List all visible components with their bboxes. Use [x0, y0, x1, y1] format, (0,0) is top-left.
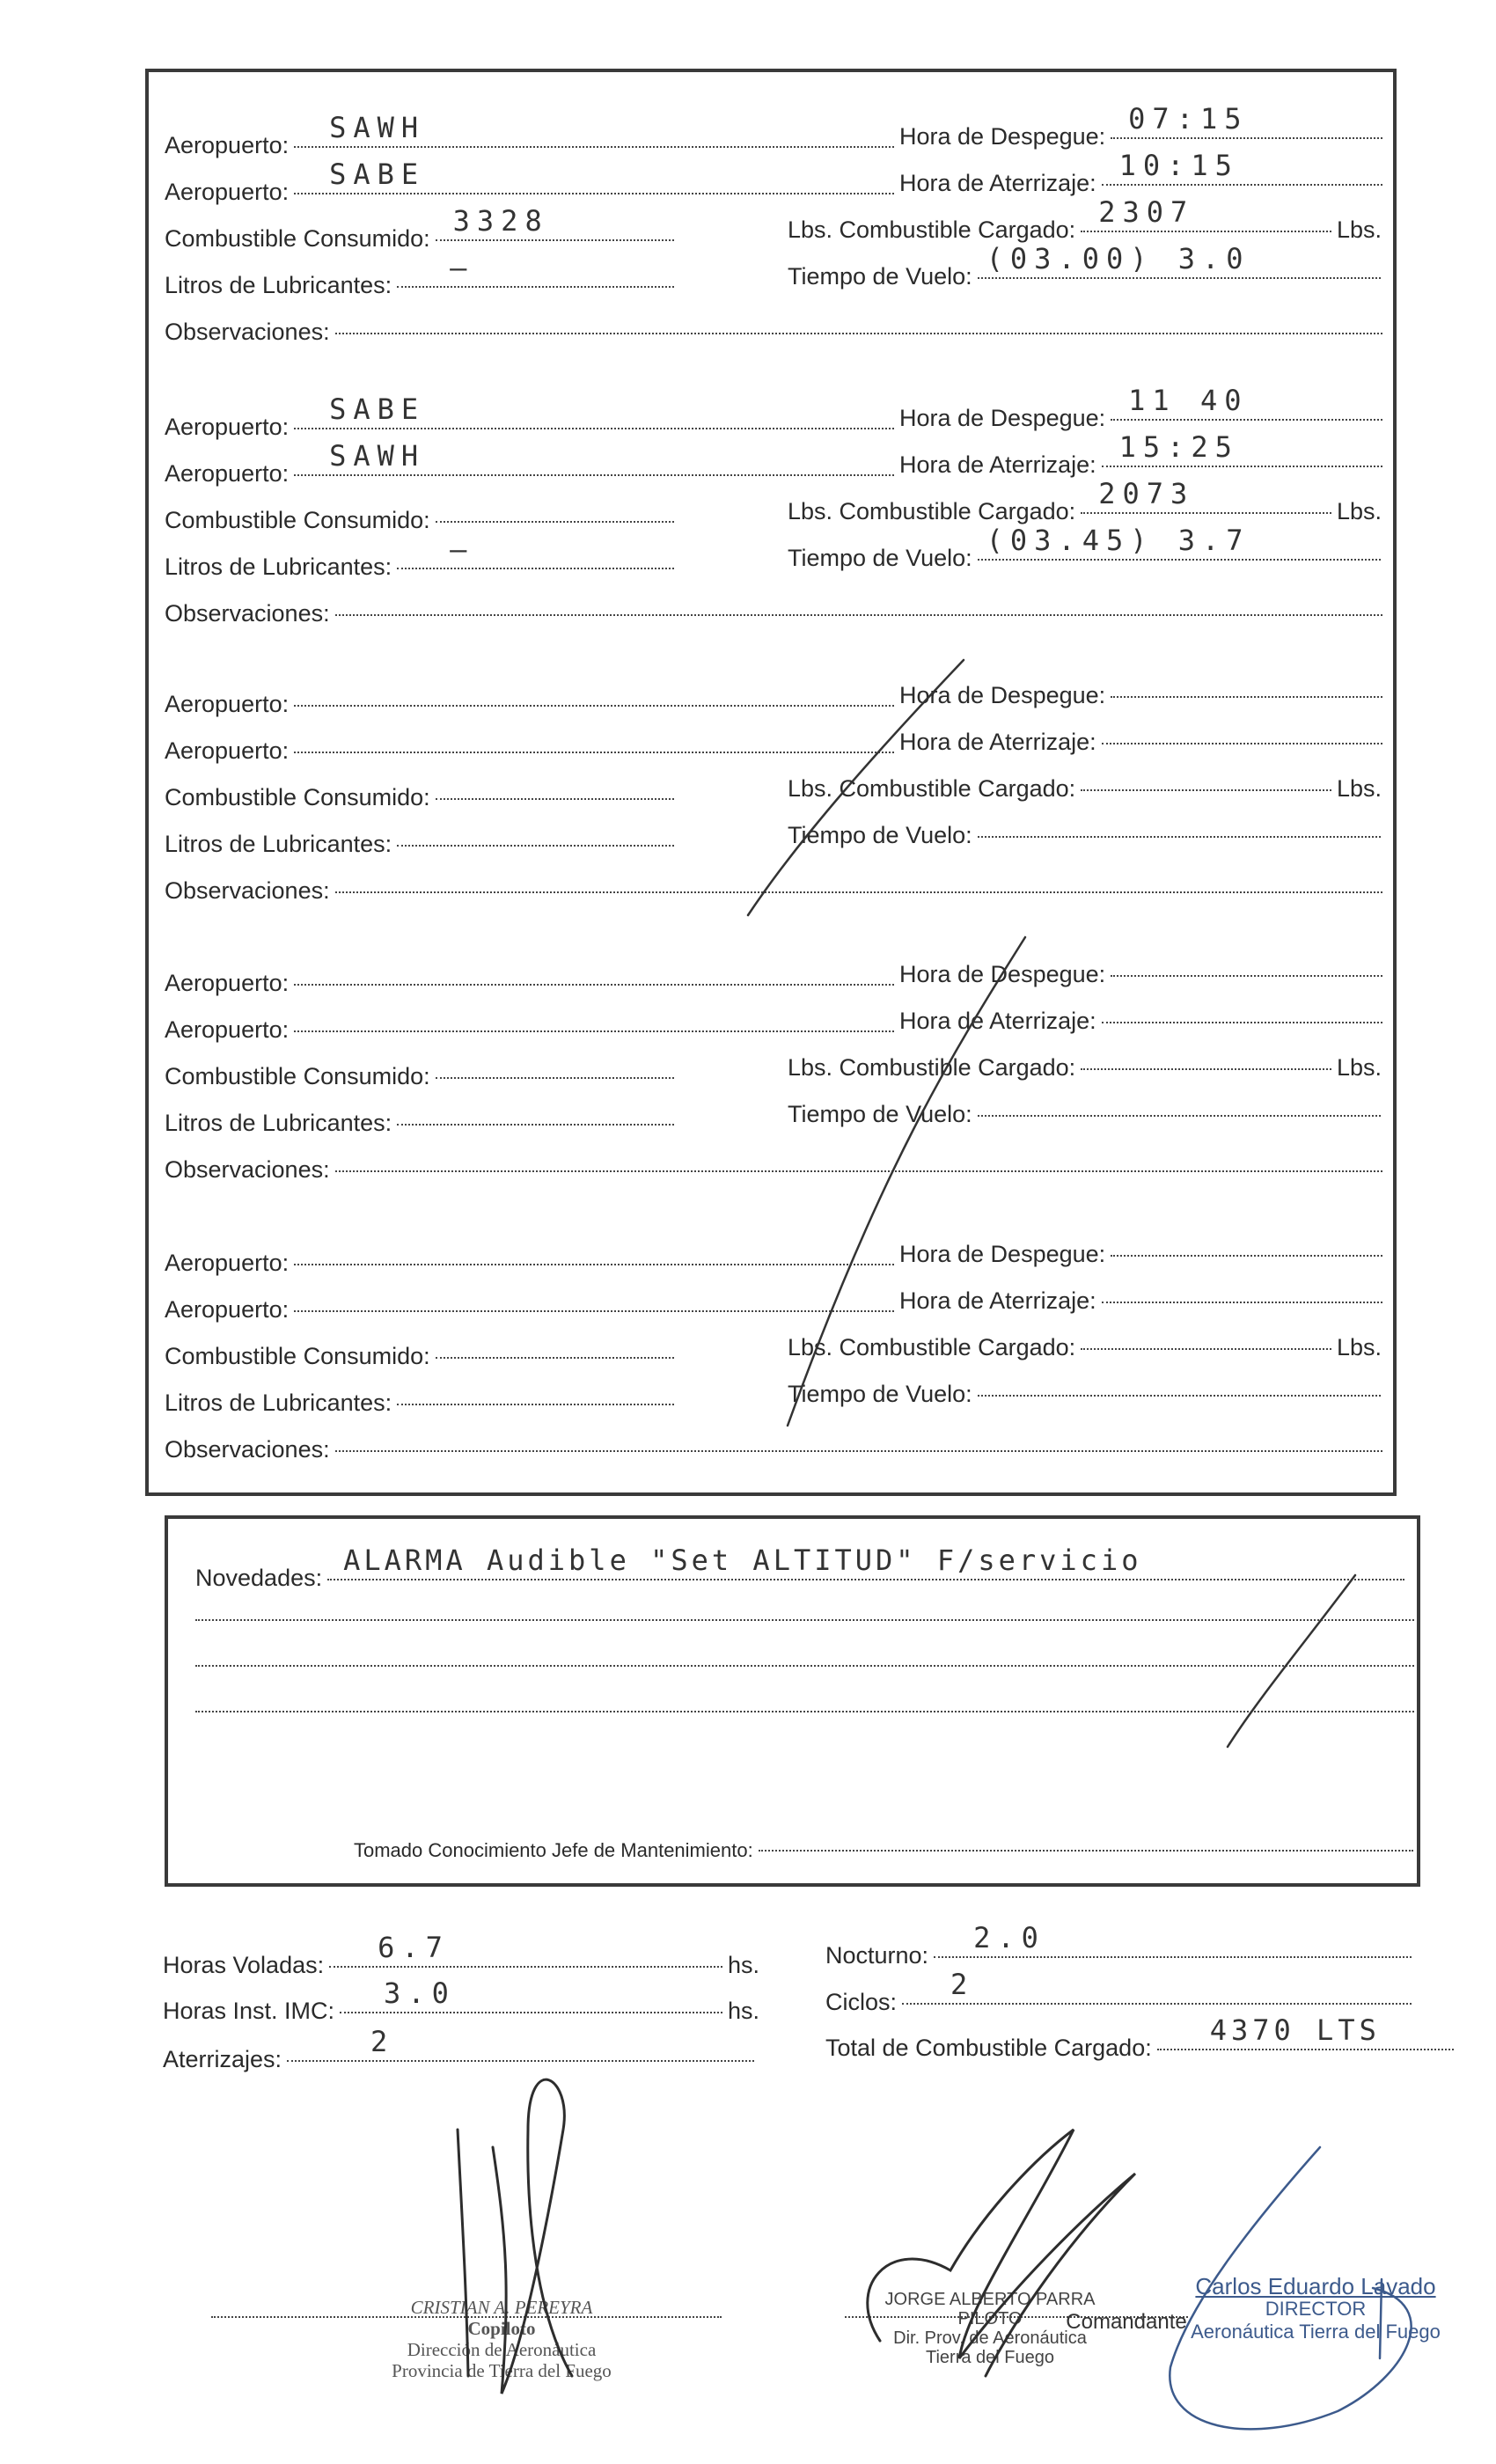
hora-despegue-row [899, 384, 1388, 432]
aeropuerto-llegada-field[interactable] [294, 158, 894, 194]
aeropuerto-label: Aeropuerto: [165, 970, 290, 996]
lbs-unit: Lbs. [1336, 1334, 1382, 1360]
observaciones-row [165, 319, 1388, 346]
nocturno-label: Nocturno: [825, 1942, 929, 1969]
observaciones-field[interactable] [335, 891, 1382, 893]
director-name: Carlos Eduardo Lavado [1195, 2273, 1436, 2299]
aeropuerto-label: Aeropuerto: [165, 1250, 290, 1276]
aeropuerto-llegada-row [165, 158, 899, 206]
aeropuerto-salida-row [165, 392, 899, 441]
observaciones-label: Observaciones: [165, 600, 330, 627]
copilot-role: Copiloto [467, 2318, 536, 2339]
litros-lubricantes-row [165, 1390, 679, 1417]
horas-imc-label: Horas Inst. IMC: [163, 1998, 335, 2024]
observaciones-row [165, 600, 1388, 627]
horas-voladas-label: Horas Voladas: [163, 1952, 325, 1978]
observaciones-label: Observaciones: [165, 319, 330, 345]
combustible-cargado-field[interactable] [1081, 1068, 1331, 1070]
aeropuerto-llegada-field[interactable] [294, 752, 894, 753]
litros-lubricantes-field[interactable] [397, 1124, 674, 1126]
hora-despegue-field[interactable] [1111, 696, 1382, 698]
tiempo-vuelo-field[interactable] [978, 1395, 1381, 1397]
tomado-row [354, 1839, 1419, 1862]
copilot-name: CRISTIAN A. PEREYRA [410, 2297, 593, 2318]
horas-imc-row [163, 1976, 759, 2025]
pilot-name: JORGE ALBERTO PARRA [884, 2290, 1096, 2309]
litros-lubricantes-label: Litros de Lubricantes: [165, 1390, 392, 1416]
copilot-province: Provincia de Tierra del Fuego [392, 2360, 612, 2381]
aeropuerto-llegada-field[interactable] [294, 439, 894, 476]
tiempo-vuelo-row [788, 524, 1386, 572]
litros-lubricantes-field[interactable] [397, 845, 674, 847]
hora-aterrizaje-field[interactable] [1102, 430, 1382, 467]
novedades-line-3[interactable] [195, 1665, 1414, 1667]
tiempo-vuelo-value[interactable]: (03.00) 3.0 [986, 242, 1250, 275]
hora-aterrizaje-row [899, 729, 1388, 756]
aeropuerto-llegada-value[interactable]: SAWH [329, 439, 426, 473]
tiempo-vuelo-value[interactable]: (03.45) 3.7 [986, 524, 1250, 557]
hora-despegue-value[interactable]: 07:15 [1128, 102, 1249, 136]
hora-despegue-label: Hora de Despegue: [899, 961, 1106, 987]
aeropuerto-llegada-row [165, 1296, 899, 1324]
ciclos-value[interactable]: 2 [950, 1968, 975, 2001]
tiempo-vuelo-label: Tiempo de Vuelo: [788, 1101, 972, 1127]
combustible-cargado-value[interactable]: 2307 [1098, 195, 1195, 229]
aeropuerto-salida-field[interactable] [294, 392, 894, 429]
combustible-cargado-label: Lbs. Combustible Cargado: [788, 775, 1076, 802]
ciclos-row [825, 1968, 1417, 2016]
aterrizajes-value[interactable]: 2 [370, 2025, 395, 2058]
litros-lubricantes-label: Litros de Lubricantes: [165, 554, 392, 580]
aeropuerto-label: Aeropuerto: [165, 1296, 290, 1323]
hora-despegue-field[interactable] [1111, 975, 1382, 977]
hora-despegue-row [899, 102, 1388, 150]
hora-aterrizaje-row [899, 1287, 1388, 1315]
combustible-consumido-field[interactable] [436, 1077, 674, 1079]
combustible-cargado-row [788, 775, 1382, 803]
combustible-cargado-row [788, 195, 1382, 244]
litros-lubricantes-row [165, 532, 679, 581]
combustible-consumido-row [165, 1343, 679, 1370]
combustible-cargado-field[interactable] [1081, 477, 1331, 514]
hora-aterrizaje-label: Hora de Aterrizaje: [899, 1287, 1096, 1314]
hora-aterrizaje-row [899, 149, 1388, 197]
litros-lubricantes-label: Litros de Lubricantes: [165, 831, 392, 857]
aeropuerto-llegada-row [165, 439, 899, 488]
tiempo-vuelo-field[interactable] [978, 524, 1381, 561]
aeropuerto-llegada-field[interactable] [294, 1310, 894, 1312]
combustible-cargado-row [788, 1054, 1382, 1082]
director-role: DIRECTOR [1265, 2298, 1367, 2320]
observaciones-row [165, 1156, 1388, 1184]
tiempo-vuelo-label: Tiempo de Vuelo: [788, 822, 972, 848]
aeropuerto-salida-field[interactable] [294, 1264, 894, 1265]
novedades-label: Novedades: [195, 1565, 323, 1591]
hs-unit: hs. [727, 1952, 759, 1978]
combustible-consumido-row [165, 1063, 679, 1090]
aeropuerto-salida-value[interactable]: SAWH [329, 111, 426, 144]
combustible-cargado-field[interactable] [1081, 195, 1331, 232]
nocturno-value[interactable]: 2.0 [973, 1921, 1045, 1954]
aeropuerto-salida-row [165, 970, 899, 997]
aeropuerto-salida-row [165, 691, 899, 718]
hora-aterrizaje-row [899, 1008, 1388, 1035]
combustible-cargado-label: Lbs. Combustible Cargado: [788, 1054, 1076, 1081]
aeropuerto-label: Aeropuerto: [165, 414, 290, 440]
combustible-consumido-label: Combustible Consumido: [165, 1343, 430, 1369]
hora-aterrizaje-label: Hora de Aterrizaje: [899, 170, 1096, 196]
litros-lubricantes-value[interactable]: — [450, 532, 474, 566]
hora-aterrizaje-row [899, 430, 1388, 479]
combustible-consumido-field[interactable] [436, 521, 674, 523]
aeropuerto-salida-field[interactable] [294, 111, 894, 148]
aterrizajes-row [163, 2025, 759, 2073]
litros-lubricantes-row [165, 1110, 679, 1137]
hora-aterrizaje-field[interactable] [1102, 743, 1382, 744]
hora-despegue-row [899, 1241, 1388, 1268]
hora-aterrizaje-field[interactable] [1102, 149, 1382, 186]
novedades-row [195, 1544, 1410, 1592]
horas-voladas-value[interactable]: 6.7 [378, 1931, 450, 1964]
hora-aterrizaje-field[interactable] [1102, 1022, 1382, 1023]
aeropuerto-salida-row [165, 1250, 899, 1277]
observaciones-label: Observaciones: [165, 1156, 330, 1183]
tiempo-vuelo-label: Tiempo de Vuelo: [788, 545, 972, 571]
litros-lubricantes-field[interactable] [397, 532, 674, 569]
tiempo-vuelo-field[interactable] [978, 836, 1381, 838]
observaciones-field[interactable] [335, 614, 1382, 616]
hora-despegue-row [899, 682, 1388, 709]
aeropuerto-label: Aeropuerto: [165, 1016, 290, 1043]
observaciones-label: Observaciones: [165, 877, 330, 904]
observaciones-field[interactable] [335, 1450, 1382, 1452]
tiempo-vuelo-field[interactable] [978, 1115, 1381, 1117]
nocturno-row [825, 1921, 1417, 1969]
combustible-consumido-label: Combustible Consumido: [165, 507, 430, 533]
tomado-field[interactable] [759, 1850, 1413, 1852]
tiempo-vuelo-row [788, 822, 1386, 849]
copilot-org: Dirección de Aeronáutica [407, 2339, 597, 2360]
combustible-consumido-field[interactable] [436, 1357, 674, 1359]
aeropuerto-salida-field[interactable] [294, 984, 894, 986]
hora-despegue-label: Hora de Despegue: [899, 405, 1106, 431]
hora-despegue-label: Hora de Despegue: [899, 123, 1106, 150]
tiempo-vuelo-row [788, 1101, 1386, 1128]
observaciones-field[interactable] [335, 1170, 1382, 1172]
aeropuerto-label: Aeropuerto: [165, 737, 290, 764]
observaciones-row [165, 1436, 1388, 1463]
observaciones-label: Observaciones: [165, 1436, 330, 1463]
combustible-cargado-value[interactable]: 2073 [1098, 477, 1195, 510]
combustible-consumido-field[interactable] [436, 798, 674, 800]
lbs-unit: Lbs. [1336, 1054, 1382, 1081]
litros-lubricantes-row [165, 251, 679, 299]
combustible-cargado-label: Lbs. Combustible Cargado: [788, 216, 1076, 243]
litros-lubricantes-field[interactable] [397, 1404, 674, 1405]
novedades-line-4[interactable] [195, 1711, 1414, 1712]
litros-lubricantes-label: Litros de Lubricantes: [165, 272, 392, 298]
combustible-consumido-label: Combustible Consumido: [165, 225, 430, 252]
litros-lubricantes-row [165, 831, 679, 858]
pilot-role: PILOTO [957, 2309, 1023, 2328]
aeropuerto-llegada-field[interactable] [294, 1030, 894, 1032]
hora-despegue-row [899, 961, 1388, 988]
hs-unit: hs. [727, 1998, 759, 2024]
aeropuerto-salida-row [165, 111, 899, 159]
tiempo-vuelo-row [788, 1381, 1386, 1408]
combustible-consumido-field[interactable] [436, 204, 674, 241]
tiempo-vuelo-row [788, 242, 1386, 290]
hora-aterrizaje-value[interactable]: 15:25 [1118, 430, 1239, 464]
lbs-unit: Lbs. [1336, 498, 1382, 524]
hora-despegue-field[interactable] [1111, 384, 1382, 421]
pilot-province: Tierra del Fuego [926, 2348, 1054, 2367]
combustible-consumido-row [165, 204, 679, 253]
hora-despegue-field[interactable] [1111, 102, 1382, 139]
aeropuerto-salida-field[interactable] [294, 705, 894, 707]
litros-lubricantes-value[interactable]: — [450, 251, 474, 284]
hora-aterrizaje-label: Hora de Aterrizaje: [899, 1008, 1096, 1034]
aeropuerto-label: Aeropuerto: [165, 691, 290, 717]
combustible-consumido-label: Combustible Consumido: [165, 784, 430, 810]
hora-despegue-field[interactable] [1111, 1255, 1382, 1257]
tiempo-vuelo-label: Tiempo de Vuelo: [788, 1381, 972, 1407]
total-combustible-label: Total de Combustible Cargado: [825, 2035, 1152, 2061]
combustible-cargado-label: Lbs. Combustible Cargado: [788, 1334, 1076, 1360]
combustible-cargado-row [788, 477, 1382, 525]
combustible-cargado-field[interactable] [1081, 789, 1331, 791]
aeropuerto-llegada-value[interactable]: SABE [329, 158, 426, 191]
combustible-cargado-label: Lbs. Combustible Cargado: [788, 498, 1076, 524]
director-org: Aeronáutica Tierra del Fuego [1191, 2321, 1441, 2343]
novedades-line-2[interactable] [195, 1619, 1414, 1621]
aeropuerto-label: Aeropuerto: [165, 179, 290, 205]
ciclos-label: Ciclos: [825, 1989, 898, 2015]
hora-despegue-label: Hora de Despegue: [899, 682, 1106, 708]
aeropuerto-label: Aeropuerto: [165, 460, 290, 487]
total-combustible-row [825, 2013, 1459, 2062]
aeropuerto-salida-value[interactable]: SABE [329, 392, 426, 426]
comandante-label: Comandante [1066, 2310, 1187, 2334]
director-stamp [1179, 2275, 1452, 2343]
aeropuerto-label: Aeropuerto: [165, 132, 290, 158]
observaciones-row [165, 877, 1388, 905]
total-combustible-value[interactable]: 4370 LTS [1209, 2013, 1381, 2047]
hora-aterrizaje-field[interactable] [1102, 1302, 1382, 1303]
tiempo-vuelo-label: Tiempo de Vuelo: [788, 263, 972, 290]
litros-lubricantes-field[interactable] [397, 251, 674, 288]
litros-lubricantes-label: Litros de Lubricantes: [165, 1110, 392, 1136]
horas-imc-value[interactable]: 3.0 [384, 1976, 456, 2010]
horas-voladas-row [163, 1931, 759, 1979]
aeropuerto-llegada-row [165, 737, 899, 765]
combustible-consumido-value[interactable]: 3328 [452, 204, 549, 238]
combustible-cargado-row [788, 1334, 1382, 1361]
observaciones-field[interactable] [335, 333, 1382, 334]
aterrizajes-label: Aterrizajes: [163, 2046, 282, 2072]
aeropuerto-llegada-row [165, 1016, 899, 1044]
copilot-stamp [317, 2297, 686, 2381]
hora-despegue-value[interactable]: 11 40 [1128, 384, 1249, 417]
combustible-consumido-row [165, 507, 679, 534]
combustible-consumido-row [165, 784, 679, 811]
tiempo-vuelo-field[interactable] [978, 242, 1381, 279]
tomado-label: Tomado Conocimiento Jefe de Mantenimiento: [354, 1839, 753, 1861]
pilot-org: Dir. Prov. de Aeronáutica [893, 2328, 1087, 2348]
combustible-consumido-label: Combustible Consumido: [165, 1063, 430, 1089]
combustible-cargado-field[interactable] [1081, 1348, 1331, 1350]
hora-aterrizaje-label: Hora de Aterrizaje: [899, 729, 1096, 755]
hora-aterrizaje-value[interactable]: 10:15 [1118, 149, 1239, 182]
hora-aterrizaje-label: Hora de Aterrizaje: [899, 451, 1096, 478]
lbs-unit: Lbs. [1336, 775, 1382, 802]
lbs-unit: Lbs. [1336, 216, 1382, 243]
novedades-text[interactable]: ALARMA Audible "Set ALTITUD" F/servicio [343, 1544, 1142, 1577]
hora-despegue-label: Hora de Despegue: [899, 1241, 1106, 1267]
